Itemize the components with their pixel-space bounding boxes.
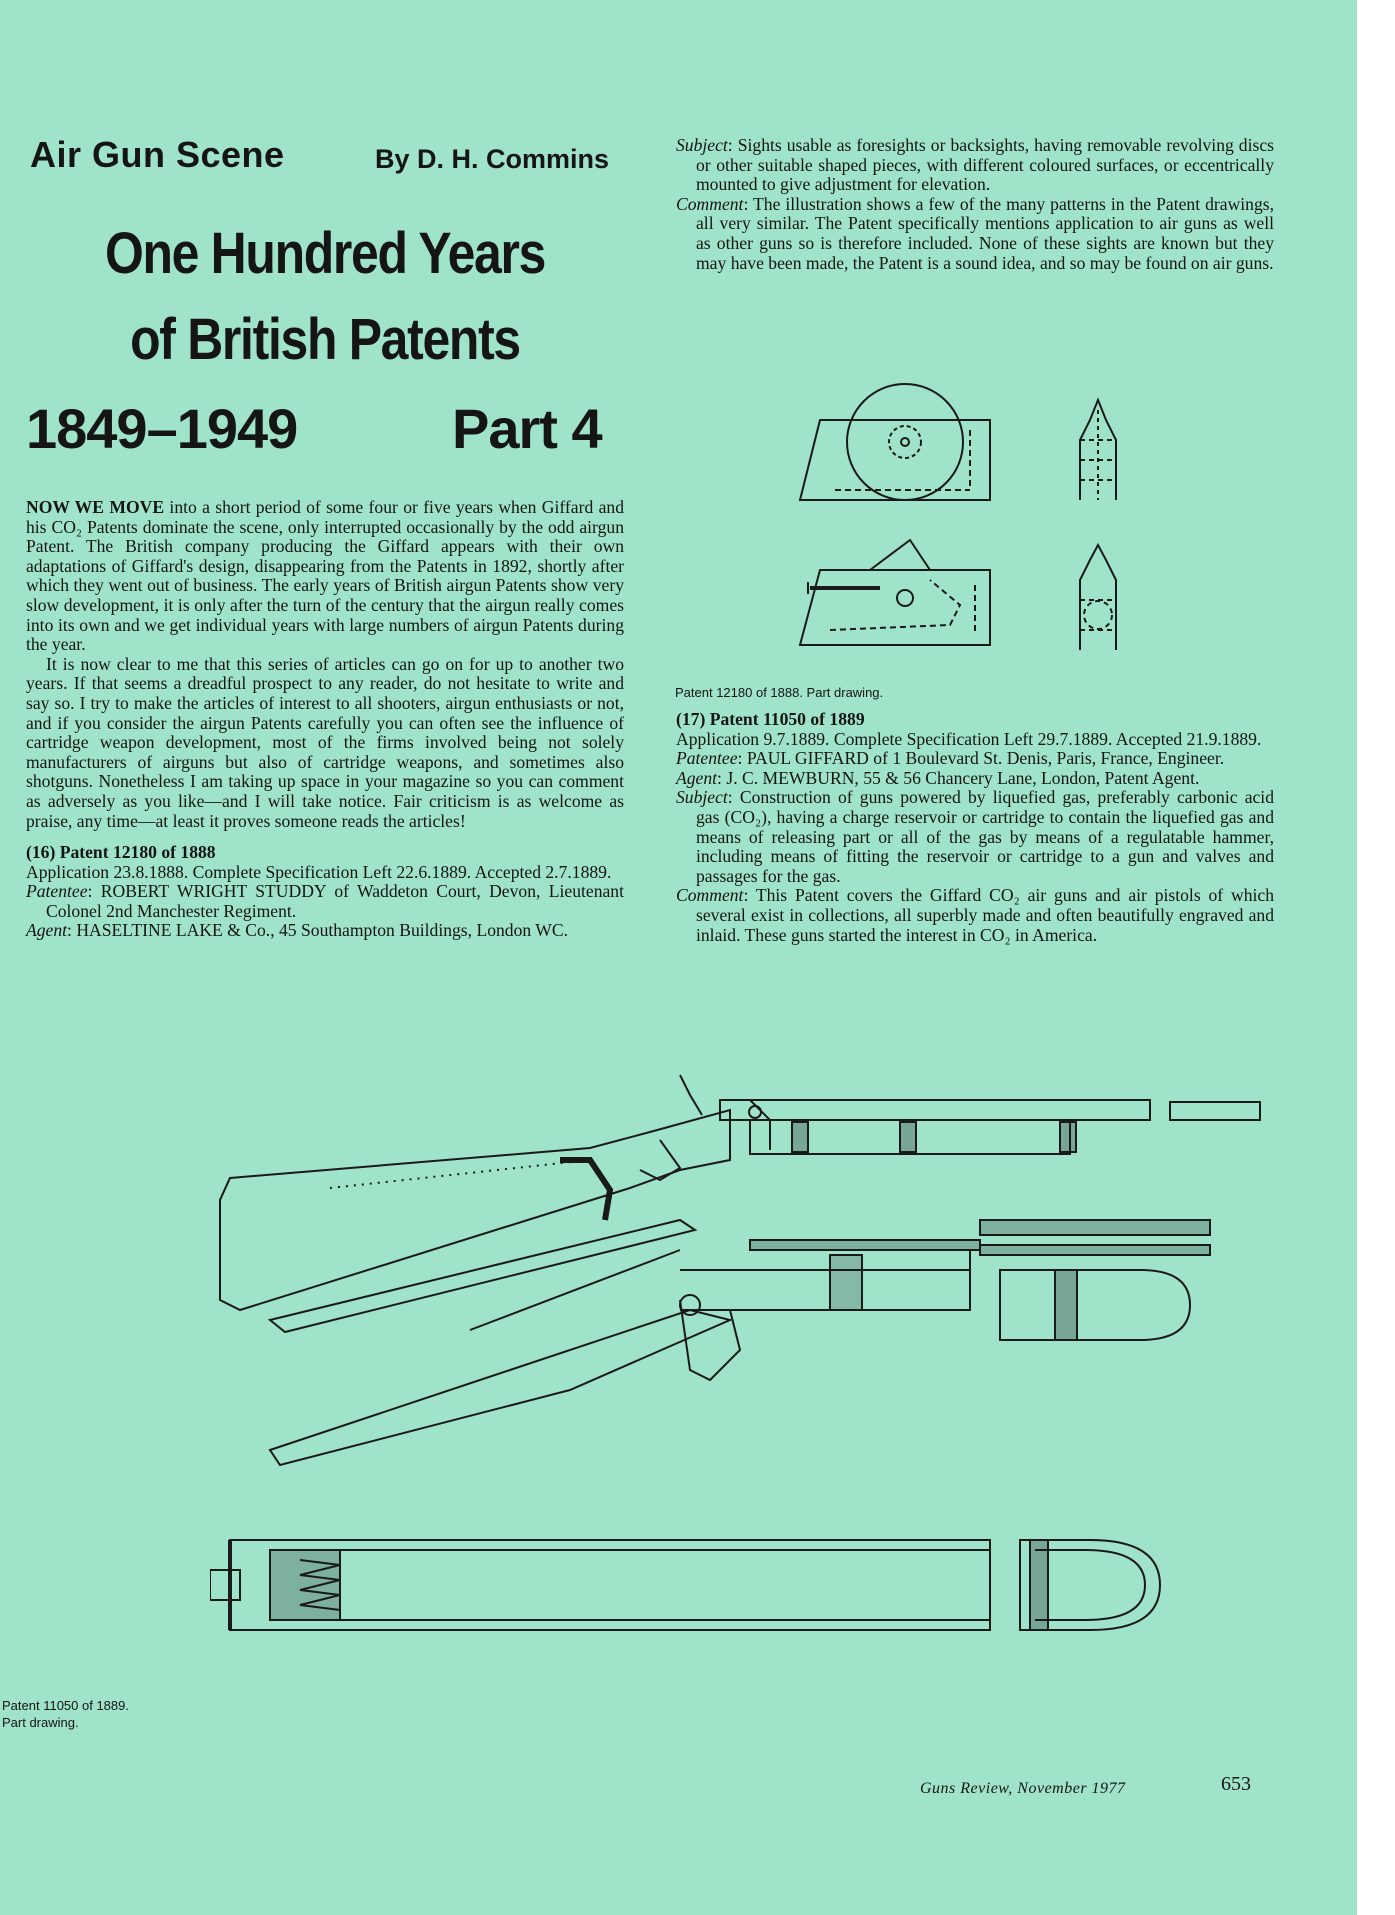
patentee-label: Patentee	[26, 881, 88, 902]
gun-caption-line-1: Patent 11050 of 1889.	[2, 1698, 129, 1713]
gun-barrel-exterior	[720, 1100, 1260, 1154]
patentee-text: PAUL GIFFARD of 1 Boulevard St. Denis, Paris, France, Engineer.	[746, 748, 1225, 769]
subject-label: Subject	[676, 787, 728, 808]
comment-label: Comment	[676, 193, 744, 214]
sights-caption: Patent 12180 of 1888. Part drawing.	[675, 685, 884, 700]
gun-caption-line-2: Part drawing.	[2, 1715, 79, 1730]
patent-16-subject: Subject: Sights usable as foresights or backsights, having removable revolving discs or other suitable shaped pieces, with different coloured surfaces, or eccentrically mounted to give adjustment for elevation.	[676, 135, 1274, 195]
footer-journal: Guns Review, November 1977	[920, 1780, 1126, 1797]
patent-16-heading: (16) Patent 12180 of 1888	[26, 842, 216, 863]
comment-label: Comment	[676, 885, 744, 906]
right-column-lower	[676, 710, 1274, 945]
author-byline: By D. H. Commins	[375, 144, 610, 174]
intro-text-1: into a short period of some four or five years when Giffard and his CO₂ Patents dominate the scene, only interrupted occasionally by the odd airgun Patent. The British company producing the Giffard appears with their own adaptations of Giffard's design, disappearing from the Patents in 1892, shortly after which they went out of business. The early years of British airgun Patents show very slow development, it is only after the turn of the century that the airgun really comes into its own and we get individual years with large numbers of airgun Patents during the year.	[26, 497, 624, 655]
series-title: Air Gun Scene	[30, 134, 285, 175]
patent-17-agent: Agent: J. C. MEWBURN, 55 & 56 Chancery Lane, London, Patent Agent.	[676, 767, 1200, 788]
patent-16-agent: Agent: HASELTINE LAKE & Co., 45 Southampton Buildings, London WC.	[26, 920, 568, 941]
patent-17-application: Application 9.7.1889. Complete Specification Left 29.7.1889. Accepted 21.9.1889.	[676, 728, 1262, 749]
subject-text: Construction of guns powered by liquefied gas, preferably carbonic acid gas (CO₂), having a charge reservoir or cartridge to contain the liquefied gas and means of releasing part or all of the gas by means of a regulatable hammer, including means of fitting the reservoir or cartridge to a gun and valves and passages for the gas.	[696, 787, 1274, 886]
subject-text: Sights usable as foresights or backsights, having removable revolving discs or other suitable shaped pieces, with different coloured surfaces, or eccentrically mounted to give adjustment for elevation.	[696, 135, 1274, 195]
gun-stock-exterior	[220, 1075, 730, 1310]
intro-lead: NOW WE MOVE	[26, 497, 165, 517]
gun-caption	[2, 1697, 192, 1731]
article-title-line-2: of British Patents	[130, 307, 520, 372]
patent-17-comment: Comment: This Patent covers the Giffard CO₂ air guns and air pistols of which several exist in collections, all superbly made and often beautifully engraved and inlaid. These guns started the interest in CO₂ in America.	[676, 885, 1275, 945]
article-title-line-1: One Hundred Years	[104, 221, 546, 286]
patent-17-subject: Subject: Construction of guns powered by liquefied gas, preferably carbonic acid gas (CO₂), having a charge reservoir or cartridge to contain the liquefied gas and means of releasing part or all of the gas by means of a regulatable hammer, including means of fitting the reservoir or cartridge to a gun and valves and passages for the gas.	[676, 787, 1274, 886]
patent-17-patentee: Patentee: PAUL GIFFARD of 1 Boulevard St. Denis, Paris, France, Engineer.	[676, 748, 1225, 769]
comment-text: This Patent covers the Giffard CO₂ air guns and air pistols of which several exist in collections, all superbly made and often beautifully engraved and inlaid. These guns started the interest in CO₂ in America.	[696, 885, 1275, 945]
subject-label: Subject	[676, 135, 728, 155]
agent-text: HASELTINE LAKE & Co., 45 Southampton Buildings, London WC.	[76, 920, 568, 941]
page-edge	[1357, 0, 1395, 1915]
gun-drawing	[210, 1070, 1270, 1730]
patentee-text: ROBERT WRIGHT STUDDY of Waddeton Court, Devon, Lieutenant Colonel 2nd Manchester Regiment.	[46, 881, 624, 921]
intro-paragraph-2: It is now clear to me that this series of articles can go on for up to another two years. If that seems a dreadful prospect to any reader, do not hesitate to write and say so. I try to make the articles of interest to all shooters, airgun enthusiasts or not, and if you consider the airgun Patents carefully you can often see the influence of cartridge weapon development, most of the firms involved being not solely manufacturers of airguns but also of cartridge weapons, and sometimes also shotguns. Nonetheless I am taking up space in your magazine so you can comment as adversely as you like—and I will take notice. Fair criticism is as welcome as praise, any time—at least it proves someone reads the articles!	[26, 653, 624, 831]
patentee-label: Patentee	[676, 748, 738, 769]
right-column	[676, 136, 1274, 273]
gun-cartridge-section	[210, 1540, 1160, 1630]
article-years: 1849–1949	[26, 397, 298, 460]
sight-disc-side-view	[800, 384, 990, 500]
intro-paragraph-1	[26, 498, 624, 655]
agent-label: Agent	[26, 920, 68, 941]
sight-disc-side-view-2	[800, 540, 990, 645]
patent-17-heading: (17) Patent 11050 of 1889	[676, 709, 865, 729]
sight-front-view-1	[1080, 400, 1116, 500]
gun-action-section	[270, 1160, 1210, 1465]
sight-front-view-2	[1080, 545, 1116, 650]
agent-label: Agent	[676, 767, 718, 788]
sights-drawing	[790, 380, 1180, 660]
article-part: Part 4	[452, 397, 602, 460]
agent-text: J. C. MEWBURN, 55 & 56 Chancery Lane, London, Patent Agent.	[726, 767, 1200, 788]
patent-16-patentee: Patentee: ROBERT WRIGHT STUDDY of Waddeton Court, Devon, Lieutenant Colonel 2nd Manchester Regiment.	[26, 881, 624, 921]
comment-text: The illustration shows a few of the many patterns in the Patent drawings, all very similar. The Patent specifically mentions application to air guns as well as other guns so is therefore included. None of these sights are known but they may have been made, the Patent is a sound idea, and so may be found on air guns.	[696, 193, 1274, 273]
left-column	[26, 498, 624, 941]
patent-16-application: Application 23.8.1888. Complete Specification Left 22.6.1889. Accepted 2.7.1889.	[26, 861, 612, 882]
page-number: 653	[1221, 1773, 1251, 1795]
patent-16-comment: Comment: The illustration shows a few of the many patterns in the Patent drawings, all very similar. The Patent specifically mentions application to air guns as well as other guns so is therefore included. None of these sights are known but they may have been made, the Patent is a sound idea, and so may be found on air guns.	[676, 193, 1274, 273]
